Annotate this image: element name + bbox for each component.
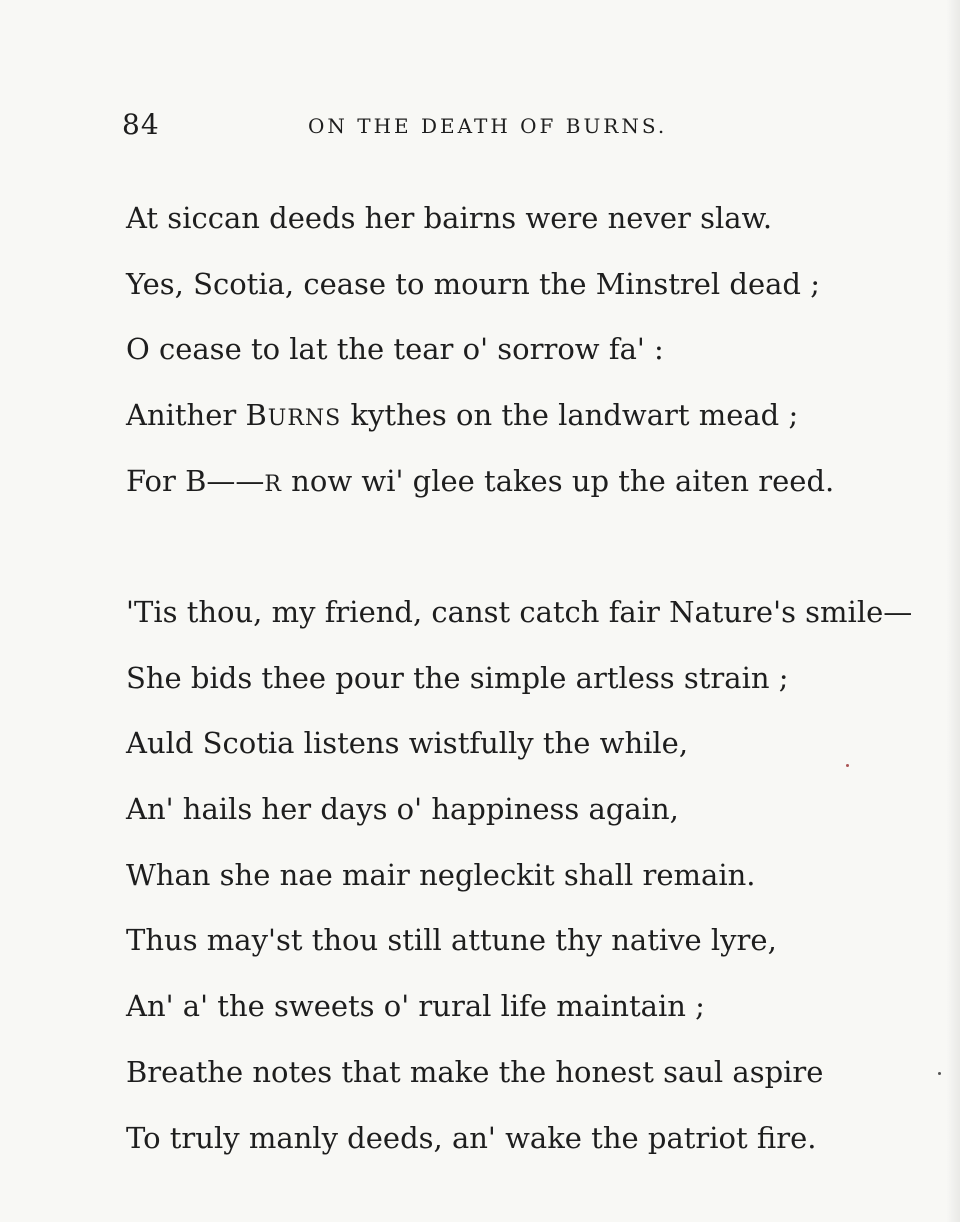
stanza-2 <box>126 580 912 1171</box>
elided-name-letter: R <box>264 471 282 497</box>
verse-line: To truly manly deeds, an' wake the patriot fire. <box>126 1120 817 1155</box>
verse-line: O cease to lat the tear o' sorrow fa' : <box>126 332 664 367</box>
verse-line: Auld Scotia listens wistfully the while, <box>126 726 689 761</box>
verse-line: Whan she nae mair negleckit shall remain. <box>126 857 756 892</box>
verse-line <box>126 449 834 515</box>
stanza-1 <box>126 186 834 514</box>
poet-name-rest: URNS <box>267 406 342 432</box>
verse-line: She bids thee pour the simple artless strain ; <box>126 660 789 695</box>
page-header <box>122 108 722 148</box>
verse-text: For B <box>126 463 207 498</box>
ink-speck <box>846 764 849 767</box>
verse-line: At siccan deeds her bairns were never slaw. <box>126 201 773 235</box>
verse-line <box>126 383 834 449</box>
verse-line: Breathe notes that make the honest saul aspire <box>126 1054 824 1089</box>
verse-line: Yes, Scotia, cease to mourn the Minstrel dead ; <box>126 266 820 301</box>
ink-speck <box>938 1072 941 1075</box>
verse-text: kythes on the landwart mead ; <box>341 398 799 433</box>
elided-name-end <box>264 464 282 498</box>
verse-line: Thus may'st thou still attune thy native lyre, <box>126 923 777 958</box>
verse-text: Anither <box>126 398 246 433</box>
elision-dash: —— <box>206 463 265 498</box>
running-title: ON THE DEATH OF BURNS. <box>308 114 668 138</box>
verse-line: An' hails her days o' happiness again, <box>126 792 679 827</box>
verse-line: 'Tis thou, my friend, canst catch fair Nature's smile— <box>126 595 913 629</box>
poet-name <box>245 398 341 432</box>
verse-line: An' a' the sweets o' rural life maintain ; <box>126 989 705 1024</box>
poet-name-initial: B <box>245 398 268 433</box>
page-number: 84 <box>122 108 160 141</box>
page-edge-shadow <box>946 0 960 1222</box>
verse-text: now wi' glee takes up the aiten reed. <box>281 463 835 498</box>
